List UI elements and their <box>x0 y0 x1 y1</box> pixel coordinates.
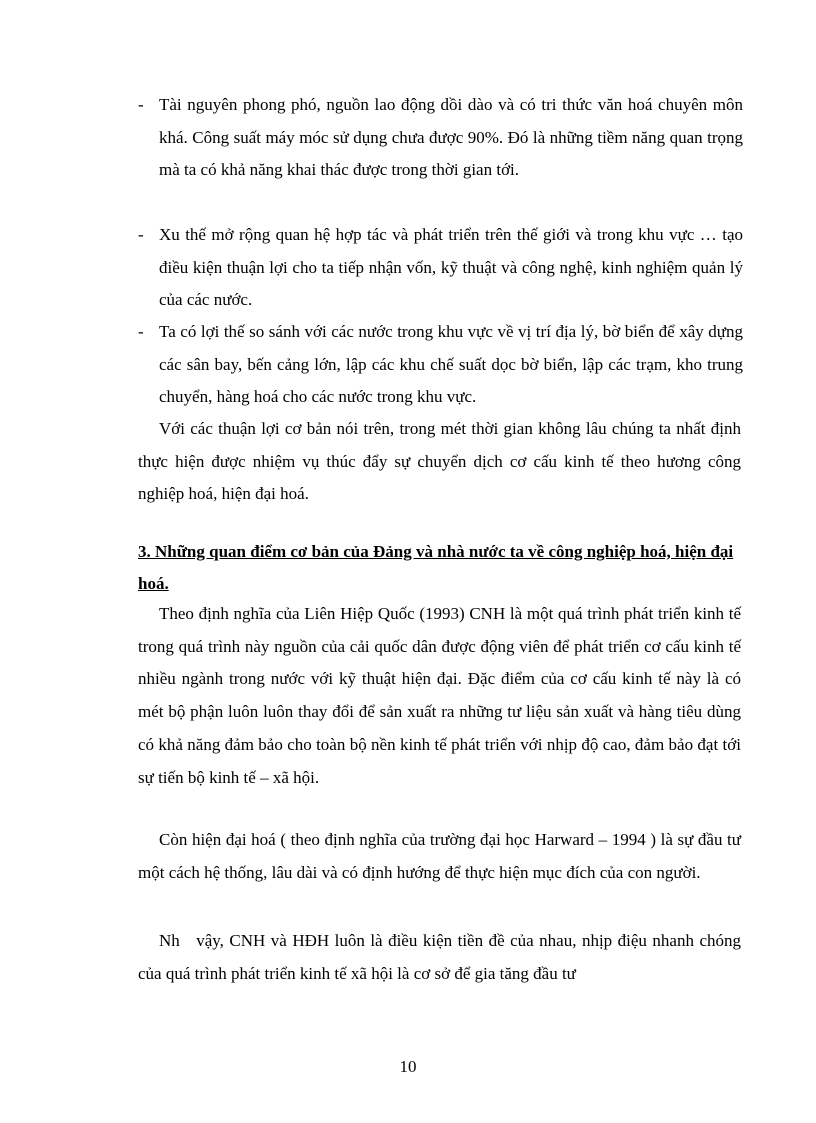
bullet-text: Ta có lợi thế so sánh với các nước trong khu vực về vị trí địa lý, bờ biển để xây dựng các sân bay, bến cảng lớn, lập các khu chế suất dọc bờ biển, lập các trạm, kho trung chuyển, hàng hoá cho các nước trong khu vực. <box>159 322 743 406</box>
bullet-text: Tài nguyên phong phó, nguồn lao động dồi dào và có tri thức văn hoá chuyên môn khá. Công suất máy móc sử dụng chưa được 90%. Đó là những tiềm năng quan trọng mà ta có khả năng khai thác được trong thời gian tới. <box>159 95 743 179</box>
bullet-item <box>138 316 743 414</box>
page-number: 10 <box>399 1057 417 1076</box>
cnh-definition-paragraph: Theo định nghĩa của Liên Hiệp Quốc (1993) CNH là một quá trình phát triển kinh tế trong quá trình này nguồn của cải quốc dân được động viên để phát triển cơ cấu kinh tế nhiều ngành trong nước với kỹ thuật hiện đại. Đặc điểm của cơ cấu kinh tế này là có mét bộ phận luôn luôn thay đổi để sản xuất ra những tư liệu sản xuất và hàng tiêu dùng có khả năng đảm bảo cho toàn bộ nền kinh tế phát triển với nhịp độ cao, đảm bảo đạt tới sự tiến bộ kinh tế – xã hội. <box>138 604 741 787</box>
bullet-dash: - <box>138 225 144 244</box>
bullet-text: Xu thế mở rộng quan hệ hợp tác và phát triển trên thế giới và trong khu vực … tạo điều kiện thuận lợi cho ta tiếp nhận vốn, kỹ thuật và công nghệ, kinh nghiệm quản lý của các nước. <box>159 225 743 309</box>
bullet-item <box>138 219 743 317</box>
hdh-definition-paragraph: Còn hiện đại hoá ( theo định nghĩa của trường đại học Harward – 1994 ) là sự đầu tư một cách hệ thống, lâu dài và có định hướng để thực hiện mục đích của con người. <box>138 830 741 882</box>
bullet-item <box>138 89 743 187</box>
summary-paragraph: Nh vậy, CNH và HĐH luôn là điều kiện tiền đề của nhau, nhịp điệu nhanh chóng của quá trình phát triển kinh tế xã hội là cơ sở để gia tăng đầu tư <box>138 931 746 983</box>
section-heading: 3. Những quan điểm cơ bản của Đảng và nhà nước ta về công nghiệp hoá, hiện đại hoá. <box>138 542 734 593</box>
conclusion-paragraph: Với các thuận lợi cơ bản nói trên, trong mét thời gian không lâu chúng ta nhất định thực hiện được nhiệm vụ thúc đẩy sự chuyển dịch cơ cấu kinh tế theo hương công nghiệp hoá, hiện đại hoá. <box>138 419 741 504</box>
bullet-dash: - <box>138 322 144 341</box>
bullet-dash: - <box>138 95 144 114</box>
